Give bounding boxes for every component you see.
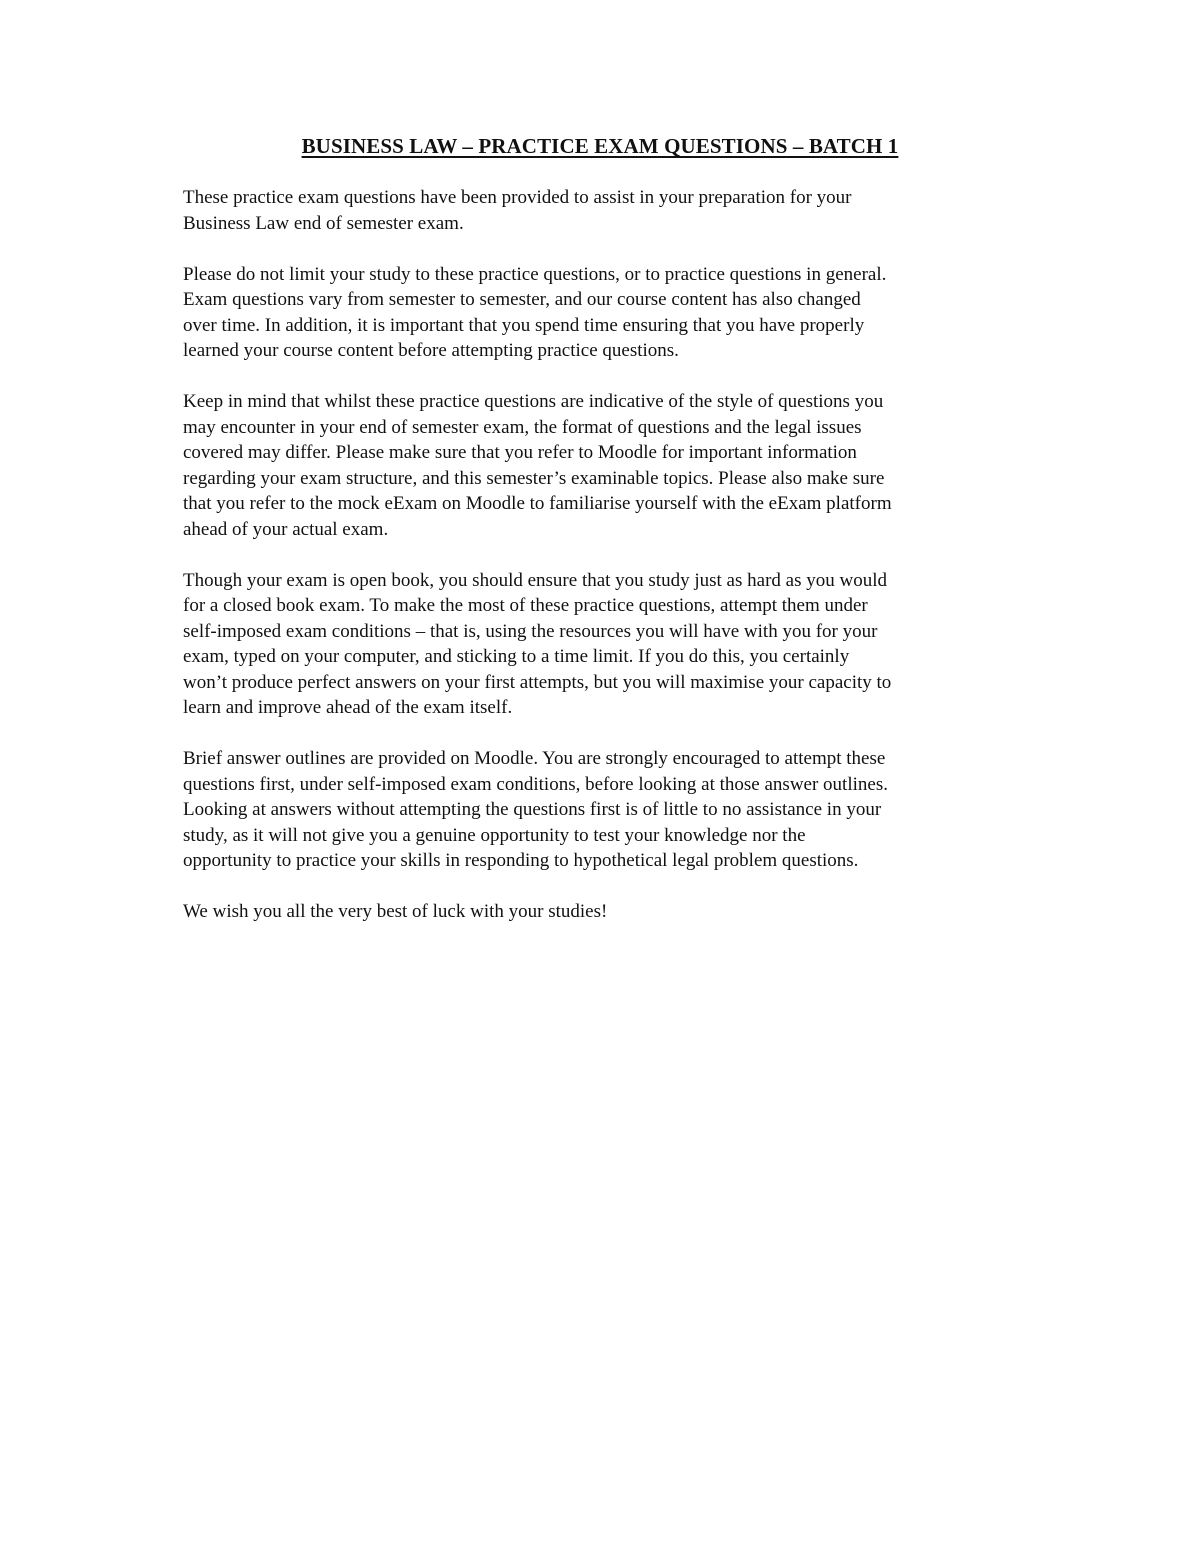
text-line: opportunity to practice your skills in responding to hypothetical legal problem questions. bbox=[183, 850, 859, 871]
text-line: that you refer to the mock eExam on Moodle to familiarise yourself with the eExam platform bbox=[183, 493, 892, 514]
document-body bbox=[183, 185, 1023, 950]
paragraph-closing bbox=[183, 899, 1023, 925]
paragraph-exam-style bbox=[183, 389, 1023, 542]
paragraph-answer-outlines bbox=[183, 746, 1023, 874]
text-line: regarding your exam structure, and this semester’s examinable topics. Please also make sure bbox=[183, 467, 885, 489]
text-line: won’t produce perfect answers on your first attempts, but you will maximise your capacity to bbox=[183, 671, 892, 693]
text-line: Though your exam is open book, you should ensure that you study just as hard as you would bbox=[183, 569, 887, 591]
paragraph-intro bbox=[183, 185, 1023, 236]
text-line: Brief answer outlines are provided on Moodle. You are strongly encouraged to attempt these bbox=[183, 748, 886, 769]
text-line: for a closed book exam. To make the most of these practice questions, attempt them under bbox=[183, 595, 868, 616]
text-line: Business Law end of semester exam. bbox=[183, 212, 464, 234]
text-line: We wish you all the very best of luck with your studies! bbox=[183, 901, 608, 922]
text-line: may encounter in your end of semester exam, the format of questions and the legal issues bbox=[183, 416, 862, 438]
text-line: learned your course content before attempting practice questions. bbox=[183, 340, 679, 361]
paragraph-exam-conditions bbox=[183, 568, 1023, 721]
text-line: self-imposed exam conditions – that is, using the resources you will have with you for your bbox=[183, 620, 878, 642]
text-line: exam, typed on your computer, and sticking to a time limit. If you do this, you certainly bbox=[183, 646, 850, 667]
text-line: covered may differ. Please make sure that you refer to Moodle for important information bbox=[183, 442, 857, 463]
text-line: Keep in mind that whilst these practice questions are indicative of the style of questions you bbox=[183, 391, 884, 412]
text-line: Looking at answers without attempting the questions first is of little to no assistance in your bbox=[183, 799, 882, 820]
document-title: BUSINESS LAW – PRACTICE EXAM QUESTIONS – BATCH 1 bbox=[301, 134, 899, 158]
text-line: Exam questions vary from semester to semester, and our course content has also changed bbox=[183, 289, 861, 310]
text-line: ahead of your actual exam. bbox=[183, 518, 389, 540]
text-line: Please do not limit your study to these practice questions, or to practice questions in general. bbox=[183, 263, 887, 285]
text-line: over time. In addition, it is important that you spend time ensuring that you have properly bbox=[183, 314, 865, 336]
text-line: study, as it will not give you a genuine opportunity to test your knowledge nor the bbox=[183, 824, 806, 846]
text-line: These practice exam questions have been provided to assist in your preparation for your bbox=[183, 187, 852, 208]
text-line: learn and improve ahead of the exam itself. bbox=[183, 697, 513, 718]
paragraph-study-scope bbox=[183, 262, 1023, 364]
text-line: questions first, under self-imposed exam conditions, before looking at those answer outlines. bbox=[183, 773, 888, 795]
